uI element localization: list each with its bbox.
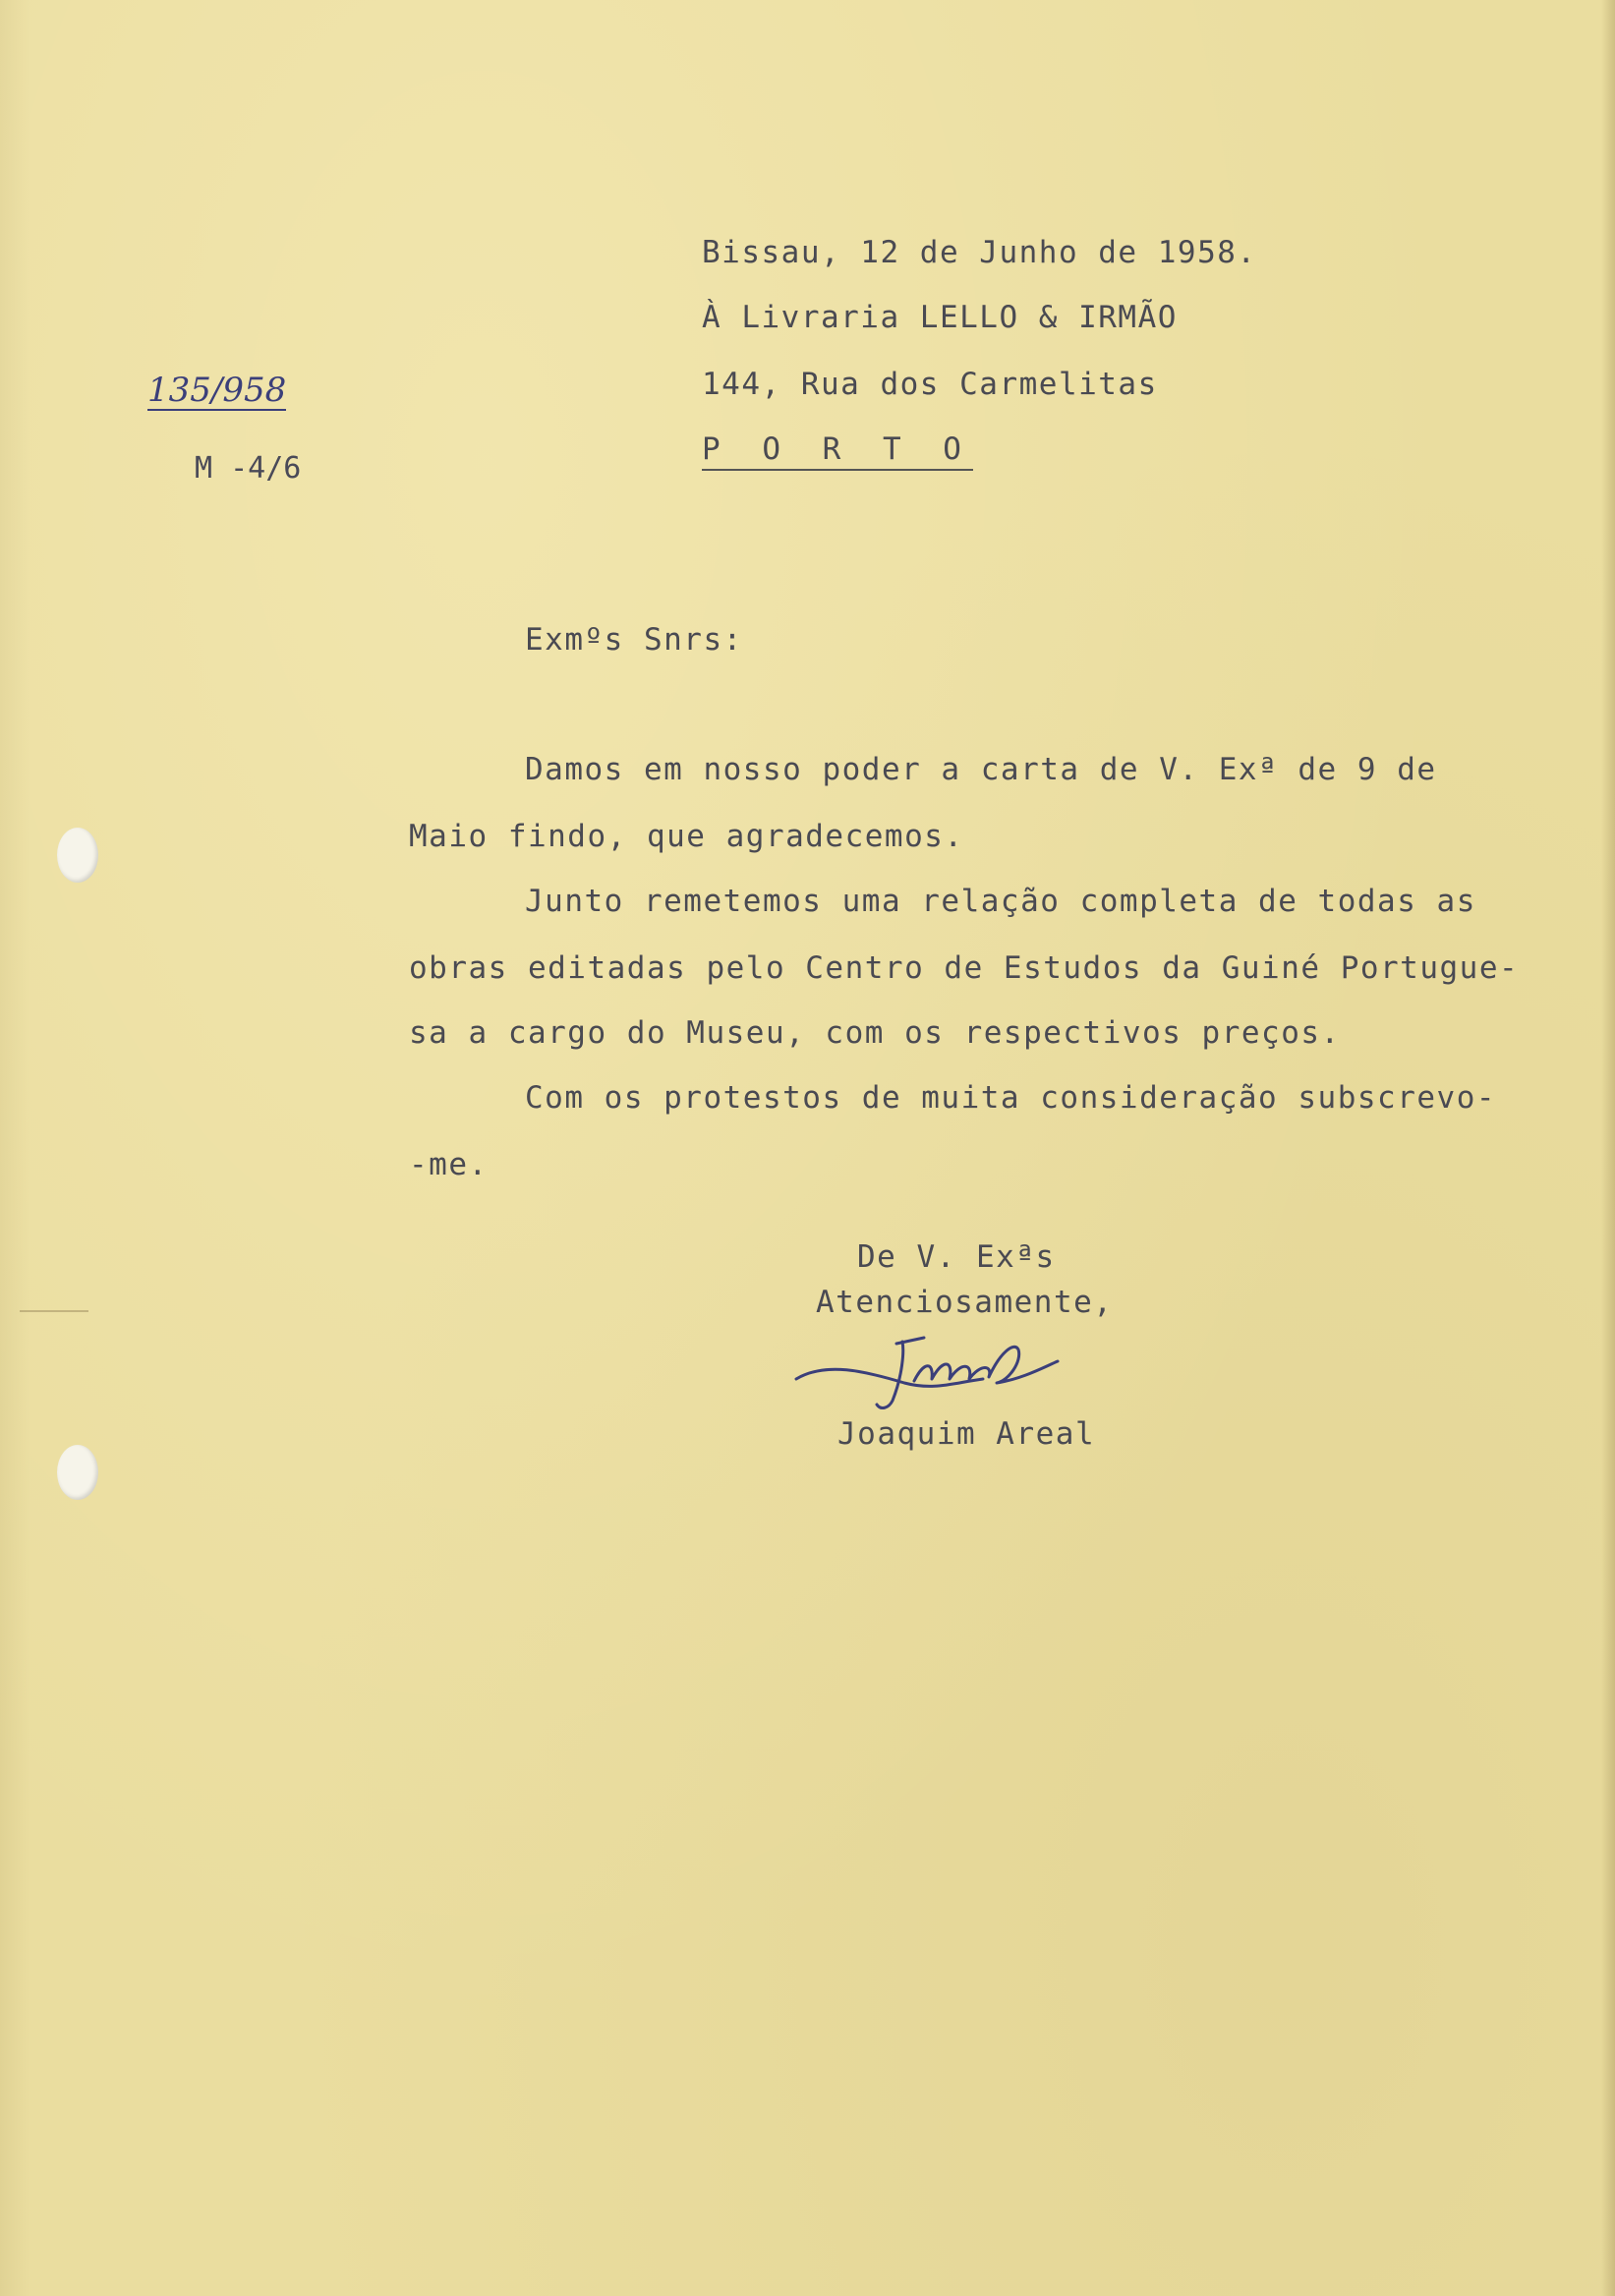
body-line-6: Com os protestos de muita consideração subscrevo- [525, 1080, 1497, 1116]
body-line-2: Maio findo, que agradecemos. [409, 819, 964, 854]
city-line: P O R T O [702, 434, 973, 471]
body-line-3: Junto remetemos uma relação completa de todas as [525, 884, 1476, 919]
signatory-name: Joaquim Areal [837, 1416, 1096, 1452]
body-line-5: sa a cargo do Museu, com os respectivos preços. [409, 1015, 1341, 1051]
handwritten-signature [786, 1322, 1101, 1430]
closing-line-1: De V. Exªs [857, 1239, 1056, 1275]
date-line: Bissau, 12 de Junho de 1958. [702, 235, 1257, 270]
street-line: 144, Rua dos Carmelitas [702, 367, 1158, 402]
body-line-4: obras editadas pelo Centro de Estudos da Guiné Portugue- [409, 950, 1520, 986]
punch-hole-top [57, 828, 98, 883]
closing-line-2: Atenciosamente, [816, 1285, 1114, 1320]
salutation: Exmºs Snrs: [525, 622, 743, 658]
recipient-line: À Livraria LELLO & IRMÃO [702, 300, 1178, 335]
paper-edge-shadow [1601, 0, 1615, 2296]
reference-code: M -4/6 [195, 451, 302, 486]
fold-mark [20, 1310, 88, 1312]
body-line-1: Damos em nosso poder a carta de V. Exª de 9 de [525, 752, 1437, 787]
handwritten-reference-number: 135/958 [147, 371, 287, 410]
body-line-7: -me. [409, 1147, 489, 1182]
punch-hole-bottom [57, 1445, 98, 1500]
